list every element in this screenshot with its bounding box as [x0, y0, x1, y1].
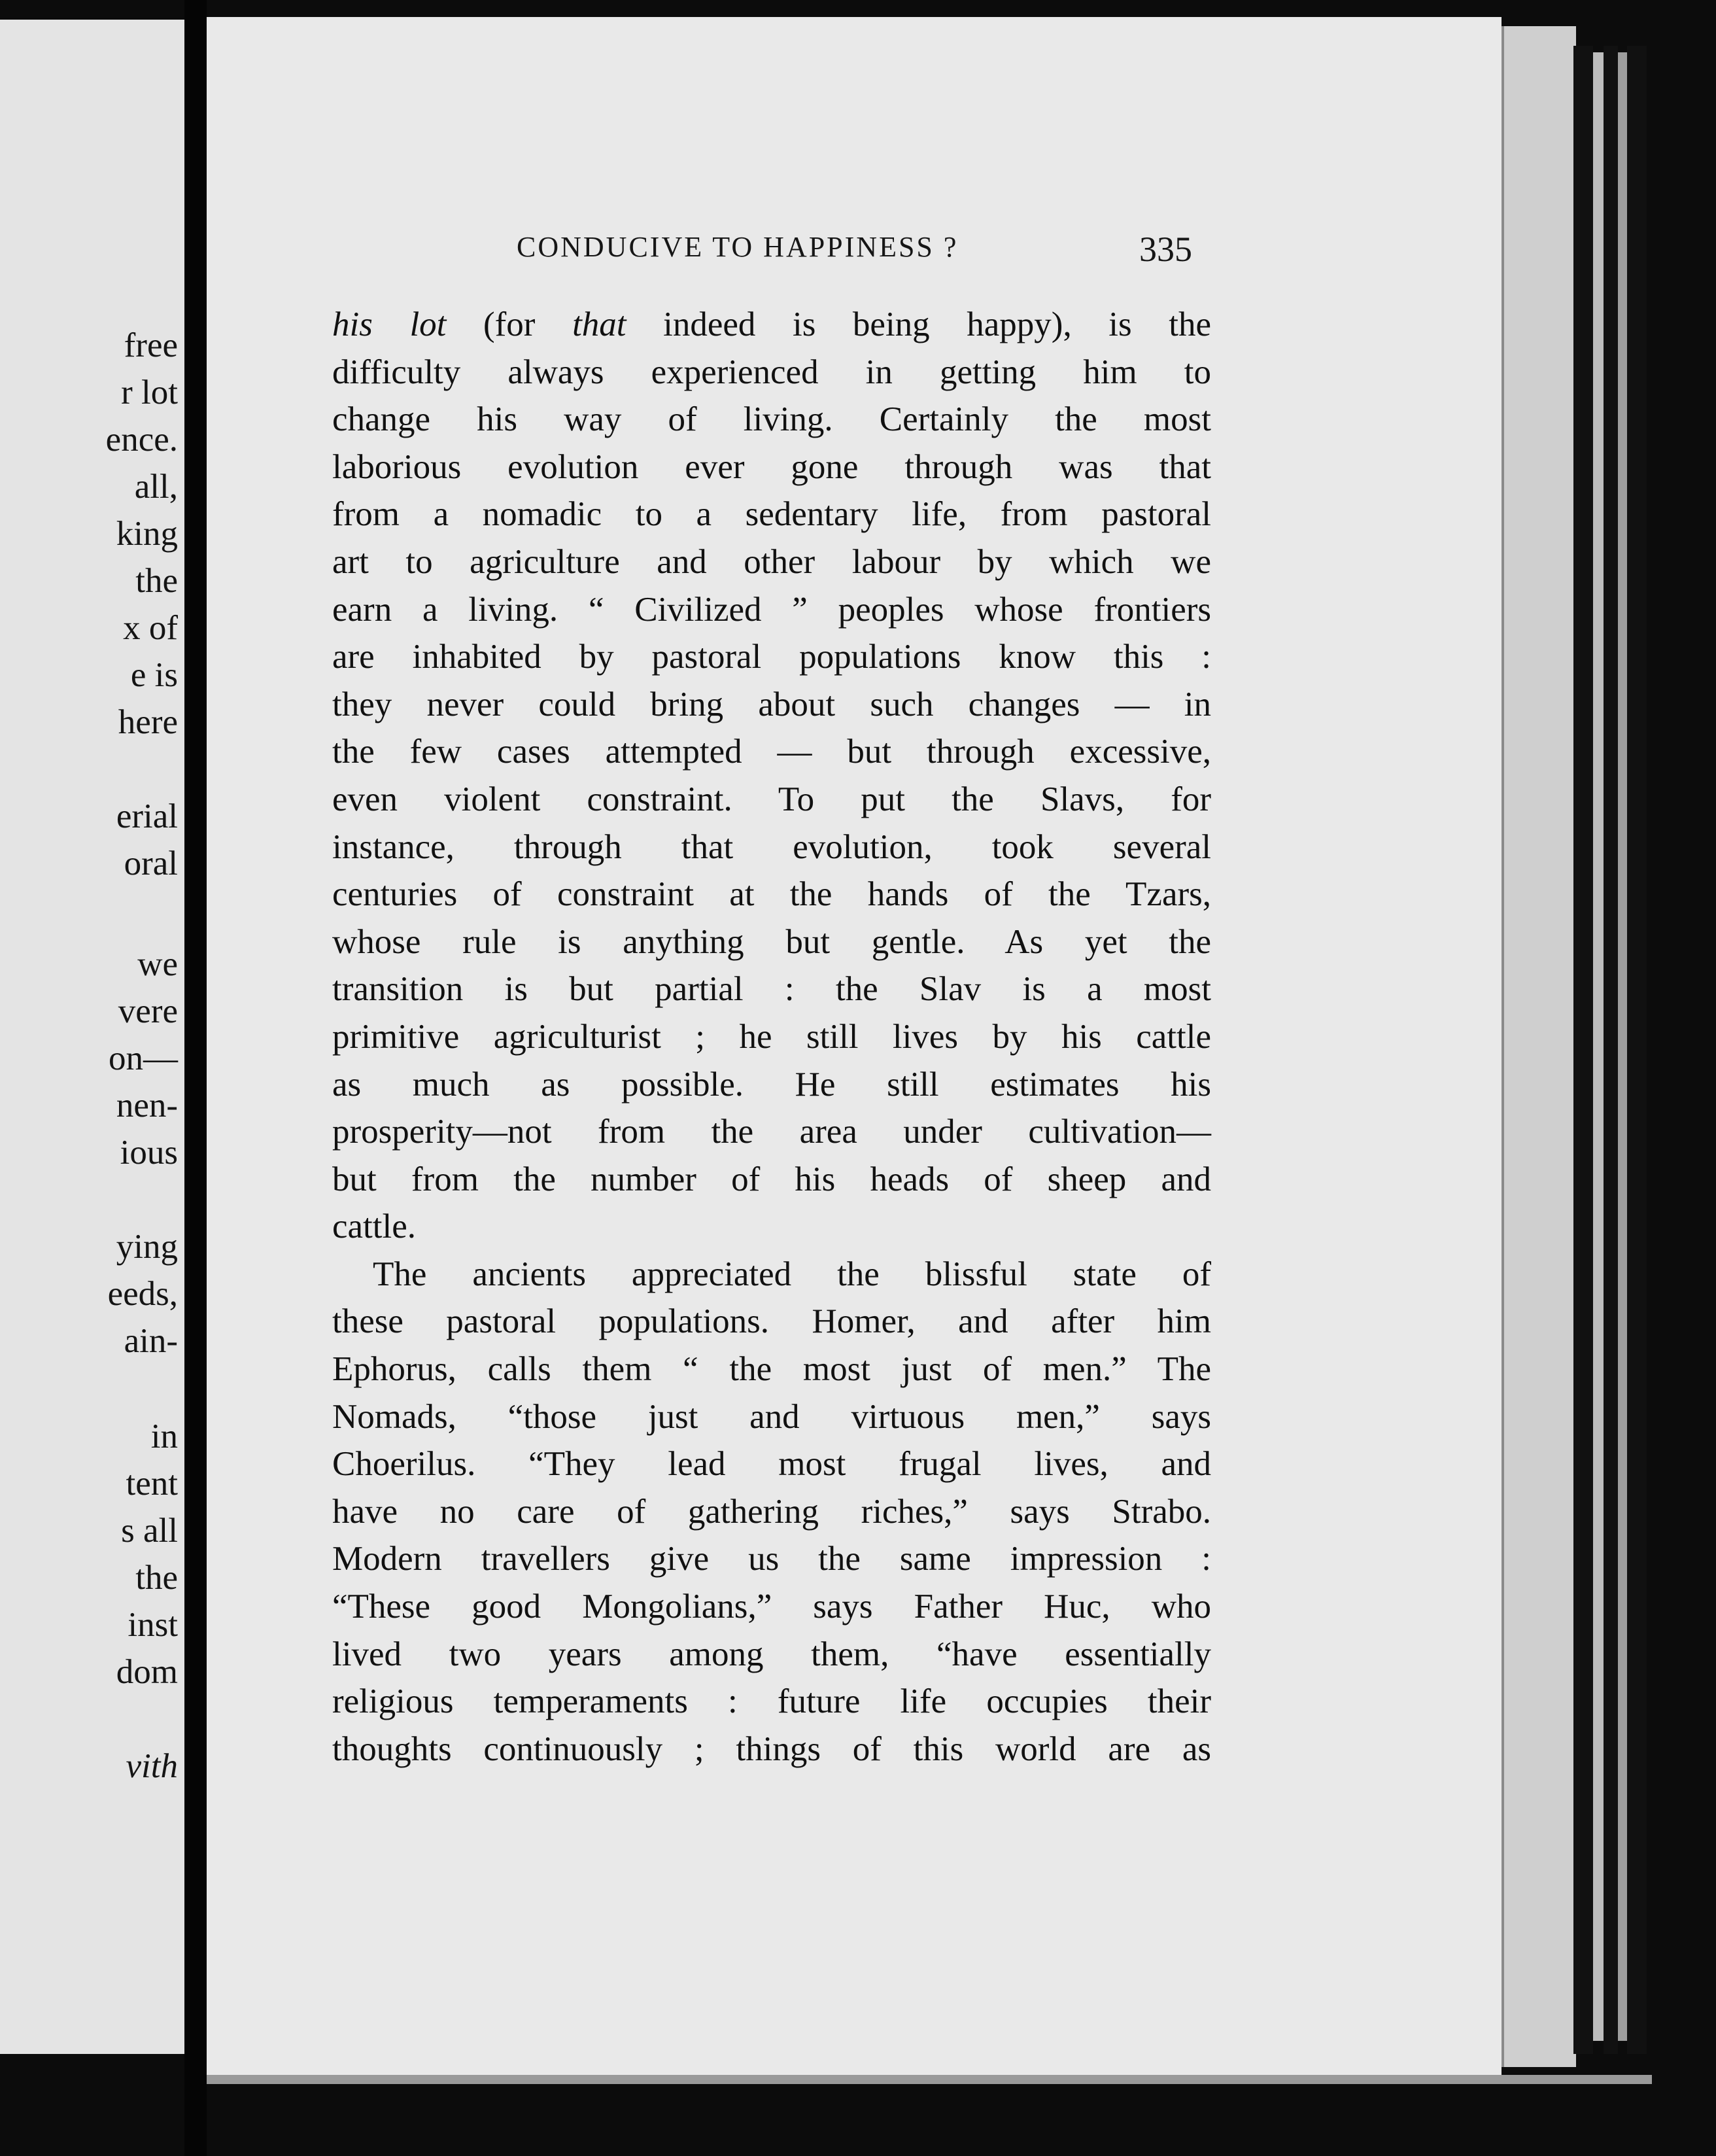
text-run: indeed is being happy), is the [626, 305, 1211, 343]
facing-page-line: free [124, 326, 178, 364]
text-line: thoughts continuously ; things of this world are as [332, 1730, 1211, 1768]
italic-phrase: his lot [332, 305, 447, 343]
text-run: (for [446, 305, 573, 343]
facing-page-line: ying [116, 1228, 178, 1266]
facing-page-line: in [150, 1417, 178, 1455]
text-line: The ancients appreciated the blissful state of [373, 1255, 1211, 1293]
facing-page-line: oral [124, 844, 178, 882]
text-line: even violent constraint. To put the Slavs, for [332, 780, 1211, 818]
text-line: Choerilus. “They lead most frugal lives, and [332, 1445, 1211, 1484]
running-title: CONDUCIVE TO HAPPINESS ? [517, 231, 959, 263]
text-line: cattle. [332, 1208, 416, 1246]
page-edge [1502, 26, 1576, 2067]
facing-page-line: vere [118, 992, 178, 1030]
text-line: but from the number of his heads of sheep and [332, 1160, 1211, 1198]
facing-page-line: s all [121, 1512, 178, 1550]
facing-page-line: ence. [105, 421, 178, 459]
book-edge-shadow [1627, 46, 1647, 2054]
book-gutter [184, 0, 207, 2156]
book-edge-shadow [1573, 46, 1593, 2054]
text-line: change his way of living. Certainly the most [332, 400, 1211, 439]
text-line: lived two years among them, “have essentially [332, 1635, 1211, 1673]
text-line: earn a living. “ Civilized ” peoples whose frontiers [332, 590, 1211, 629]
facing-page-line: e is [130, 656, 178, 694]
facing-page-line: here [118, 703, 178, 741]
facing-page-line: ain- [124, 1322, 178, 1360]
text-line: primitive agriculturist ; he still lives by his cattle [332, 1017, 1211, 1056]
facing-page-line: king [116, 515, 178, 553]
text-line: these pastoral populations. Homer, and after him [332, 1302, 1211, 1341]
text-line: difficulty always experienced in getting him to [332, 353, 1211, 391]
facing-page-line: nen- [116, 1087, 178, 1124]
text-line: Modern travellers give us the same impression : [332, 1540, 1211, 1578]
text-line: laborious evolution ever gone through was that [332, 447, 1211, 486]
facing-page-line: ious [120, 1134, 178, 1172]
text-line: instance, through that evolution, took several [332, 827, 1211, 866]
facing-page-line: r lot [121, 374, 178, 411]
book-edge-leaf [1593, 52, 1604, 2041]
text-line: centuries of constraint at the hands of the Tzars, [332, 875, 1211, 914]
text-line [332, 301, 1211, 349]
facing-page-line: the [135, 562, 178, 600]
text-line: religious temperaments : future life occupies their [332, 1682, 1211, 1721]
facing-page-line: dom [116, 1653, 178, 1691]
book-edge-leaf [1618, 52, 1627, 2041]
facing-page-left [0, 20, 184, 2054]
facing-page-line: x of [123, 609, 178, 647]
text-line: Ephorus, calls them “ the most just of men.” The [332, 1350, 1211, 1389]
text-line: have no care of gathering riches,” says Strabo. [332, 1492, 1211, 1531]
facing-page-line: we [137, 945, 178, 983]
text-line: from a nomadic to a sedentary life, from pastoral [332, 495, 1211, 534]
text-line: as much as possible. He still estimates his [332, 1065, 1211, 1104]
facing-page-line: the [135, 1559, 178, 1597]
text-line: “These good Mongolians,” says Father Huc, who [332, 1588, 1211, 1626]
facing-page-line: tent [126, 1465, 178, 1503]
text-line: the few cases attempted — but through excessive, [332, 733, 1211, 771]
facing-page-line: on— [109, 1039, 178, 1077]
text-line: Nomads, “those just and virtuous men,” says [332, 1397, 1211, 1436]
text-line: are inhabited by pastoral populations know this : [332, 638, 1211, 676]
page-bottom-edge [207, 2075, 1652, 2084]
italic-phrase: that [572, 305, 626, 343]
text-line: whose rule is anything but gentle. As yet the [332, 922, 1211, 961]
page-body-text [332, 301, 1211, 1773]
book-edge-shadow [1604, 46, 1618, 2054]
text-line: they never could bring about such changes — in [332, 685, 1211, 723]
text-line: prosperity—not from the area under cultivation— [332, 1113, 1211, 1151]
text-line: art to agriculture and other labour by which we [332, 542, 1211, 581]
facing-page-line: all, [134, 468, 178, 506]
facing-page-line: inst [128, 1606, 178, 1644]
facing-page-line: erial [116, 797, 178, 835]
facing-page-line: vith [126, 1747, 178, 1785]
page-number: 335 [1139, 230, 1192, 269]
text-line: transition is but partial : the Slav is a most [332, 970, 1211, 1009]
facing-page-line: eeds, [107, 1275, 178, 1313]
